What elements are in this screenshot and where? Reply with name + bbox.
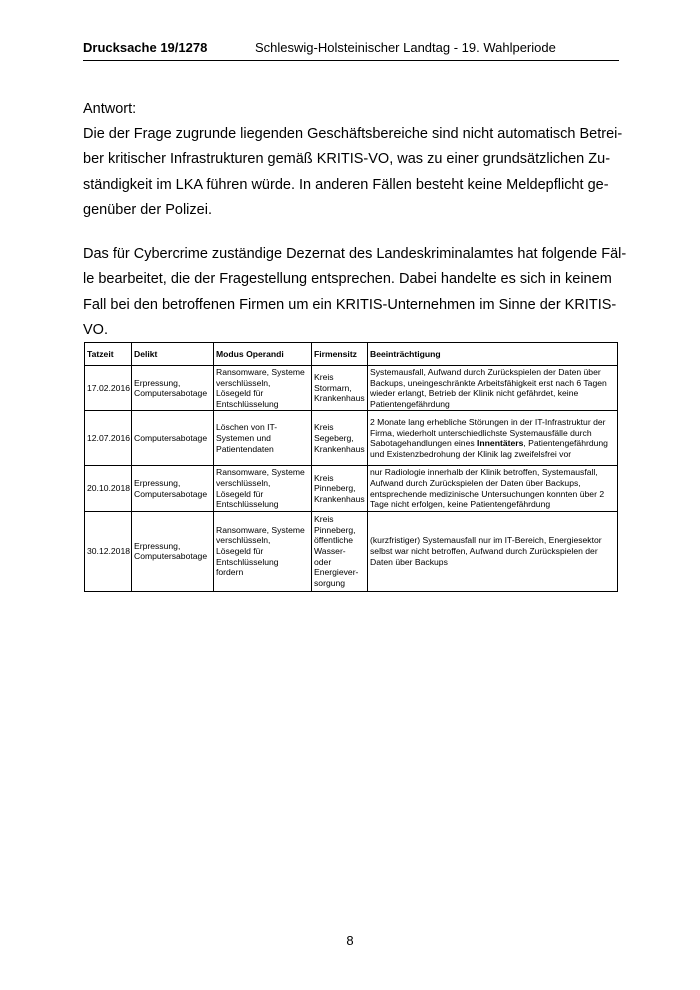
cell-beeintraechtigung <box>368 466 618 511</box>
paragraph-line: Fall bei den betroffenen Firmen um ein KRITIS-Unternehmen im Sinne der KRITIS- <box>83 296 617 313</box>
cell-tatzeit <box>85 366 132 411</box>
paragraph-line: VO. <box>83 321 108 338</box>
cell-text: Daten über Backups <box>370 556 448 567</box>
cell-text: 30.12.2018 <box>87 545 131 556</box>
answer-paragraph-2 <box>83 242 627 343</box>
cell-text: Systemausfall, Aufwand durch Zurückspielen der Daten über <box>370 367 601 377</box>
cell-text: Krankenhaus <box>314 393 365 404</box>
cell-text: Firma, wiederholt unterschiedlichste Systemausfälle durch <box>370 427 592 438</box>
cell-text: 2 Monate lang erhebliche Störungen in der IT-Infrastruktur der <box>370 417 606 428</box>
cell-text: nur Radiologie innerhalb der Klinik betroffen, Systemausfall, <box>370 467 598 478</box>
cell-text: 12.07.2016 <box>87 433 131 444</box>
cell-firmensitz <box>312 511 368 591</box>
cell-modus-operandi <box>214 511 312 591</box>
paragraph-line: ber kritischer Infrastrukturen gemäß KRITIS-VO, was zu einer grundsätzlichen Zu- <box>83 151 611 168</box>
cell-text: Backups, uneingeschränkte Arbeitsfähigkeit erst nach 6 Tagen <box>370 377 607 388</box>
cell-tatzeit <box>85 511 132 591</box>
document-number: Drucksache 19/1278 <box>83 40 208 55</box>
paragraph-line: le bearbeitet, die der Fragestellung entsprechen. Dabei handelte es sich in keinem <box>83 271 612 288</box>
cell-beeintraechtigung <box>368 511 618 591</box>
table-header-row <box>85 343 618 366</box>
cell-tatzeit <box>85 466 132 511</box>
cell-tatzeit <box>85 411 132 466</box>
cell-text: entsprechende medizinische Untersuchungen konnten über 2 <box>370 488 605 499</box>
cell-text: Lösegeld für <box>216 488 264 499</box>
cell-text: Erpressung, <box>134 377 181 388</box>
cell-text: Wasser- <box>314 545 346 556</box>
cell-text: Erpressung, <box>134 477 181 488</box>
cell-text: Ransomware, Systeme <box>216 524 305 535</box>
cell-text: Krankenhaus <box>314 443 365 454</box>
paragraph-line: Das für Cybercrime zuständige Dezernat des Landeskriminalamtes hat folgende Fäl- <box>83 246 627 262</box>
cell-text: Pinneberg, <box>314 524 356 535</box>
header-beeintraechtigung: Beeinträchtigung <box>368 343 618 366</box>
cell-firmensitz <box>312 366 368 411</box>
parliament-title: Schleswig-Holsteinischer Landtag - 19. Wahlperiode <box>255 40 556 55</box>
cell-text: und Existenzbedrohung der Klinik lag zweifelsfrei vor <box>370 448 572 459</box>
cell-text: selbst war nicht betroffen, Aufwand durch Zurückspielen der <box>370 545 598 556</box>
incidents-table <box>84 342 618 592</box>
cell-text: 17.02.2016 <box>87 382 131 393</box>
header-delikt: Delikt <box>132 343 214 366</box>
cell-text: Computersabotage <box>134 388 208 399</box>
cell-delikt <box>132 511 214 591</box>
cell-text: Entschlüsselung <box>216 556 279 567</box>
cell-firmensitz <box>312 466 368 511</box>
cell-text: Ransomware, Systeme <box>216 367 305 377</box>
paragraph-line: Die der Frage zugrunde liegenden Geschäftsbereiche sind nicht automatisch Betrei- <box>83 126 623 142</box>
table-row <box>85 366 618 411</box>
cell-text: Entschlüsselung <box>216 398 279 409</box>
cell-text: sorgung <box>314 577 346 588</box>
cell-modus-operandi <box>214 411 312 466</box>
table-row <box>85 466 618 511</box>
cell-text: Segeberg, <box>314 433 354 444</box>
answer-label: Antwort: <box>83 101 137 117</box>
cell-text: (kurzfristiger) Systemausfall nur im IT-Bereich, Energiesektor <box>370 535 602 546</box>
cell-text: Kreis <box>314 514 334 525</box>
cell-text: verschlüsseln, <box>216 477 271 488</box>
cell-text: Lösegeld für <box>216 545 264 556</box>
cell-text: verschlüsseln, <box>216 377 271 388</box>
cell-text: Lösegeld für <box>216 388 264 399</box>
cell-text: Entschlüsselung <box>216 499 279 510</box>
cell-text: , Patientengefährdung <box>523 438 608 449</box>
cell-text: Computersabotage <box>134 488 208 499</box>
cell-text: Computersabotage <box>134 433 208 444</box>
cell-delikt <box>132 411 214 466</box>
cell-delikt <box>132 366 214 411</box>
cell-text: Löschen von IT- <box>216 422 278 433</box>
emphasis-innentaeter: Innentäters <box>477 438 524 449</box>
cell-text: Stormarn, <box>314 382 352 393</box>
cell-delikt <box>132 466 214 511</box>
cell-beeintraechtigung <box>368 411 618 466</box>
cell-text: wieder erlangt, Betrieb der Klinik nicht gefährdet, keine <box>370 388 579 399</box>
answer-paragraph-1 <box>83 122 623 223</box>
cell-text: Computersabotage <box>134 551 208 562</box>
cell-text: Kreis <box>314 372 334 383</box>
cell-text: 20.10.2018 <box>87 483 131 494</box>
cell-modus-operandi <box>214 366 312 411</box>
cell-text-mixed <box>370 438 615 449</box>
cell-text: Erpressung, <box>134 540 181 551</box>
cell-text: Patientengefährdung <box>370 398 450 409</box>
cell-text: fordern <box>216 567 244 578</box>
cell-text: Aufwand durch Zurückspielen der Daten über Backups, <box>370 477 581 488</box>
cell-text: Krankenhaus <box>314 493 365 504</box>
header-modus-operandi: Modus Operandi <box>214 343 312 366</box>
cell-text: Systemen und <box>216 433 271 444</box>
paragraph-line: ständigkeit im LKA führen würde. In anderen Fällen besteht keine Meldepflicht ge- <box>83 176 609 193</box>
cell-text: verschlüsseln, <box>216 535 271 546</box>
cell-text: Energiever- <box>314 567 359 578</box>
paragraph-line: genüber der Polizei. <box>83 201 212 218</box>
cell-text: Tage nicht erfolgen, keine Patientengefährdung <box>370 499 551 510</box>
cell-text: Pinneberg, <box>314 483 356 494</box>
cell-beeintraechtigung <box>368 366 618 411</box>
cell-firmensitz <box>312 411 368 466</box>
table-row <box>85 411 618 466</box>
header-tatzeit: Tatzeit <box>85 343 132 366</box>
cell-text: öffentliche <box>314 535 354 546</box>
cell-text: oder <box>314 556 332 567</box>
table-row <box>85 511 618 591</box>
page-header <box>83 38 619 61</box>
cell-text: Kreis <box>314 422 334 433</box>
cell-text: Ransomware, Systeme <box>216 467 305 478</box>
header-firmensitz: Firmensitz <box>312 343 368 366</box>
page-number: 8 <box>346 933 354 948</box>
cell-text: Sabotagehandlungen eines <box>370 438 478 449</box>
cell-text: Patientendaten <box>216 443 274 454</box>
cell-text: Kreis <box>314 472 334 483</box>
cell-modus-operandi <box>214 466 312 511</box>
